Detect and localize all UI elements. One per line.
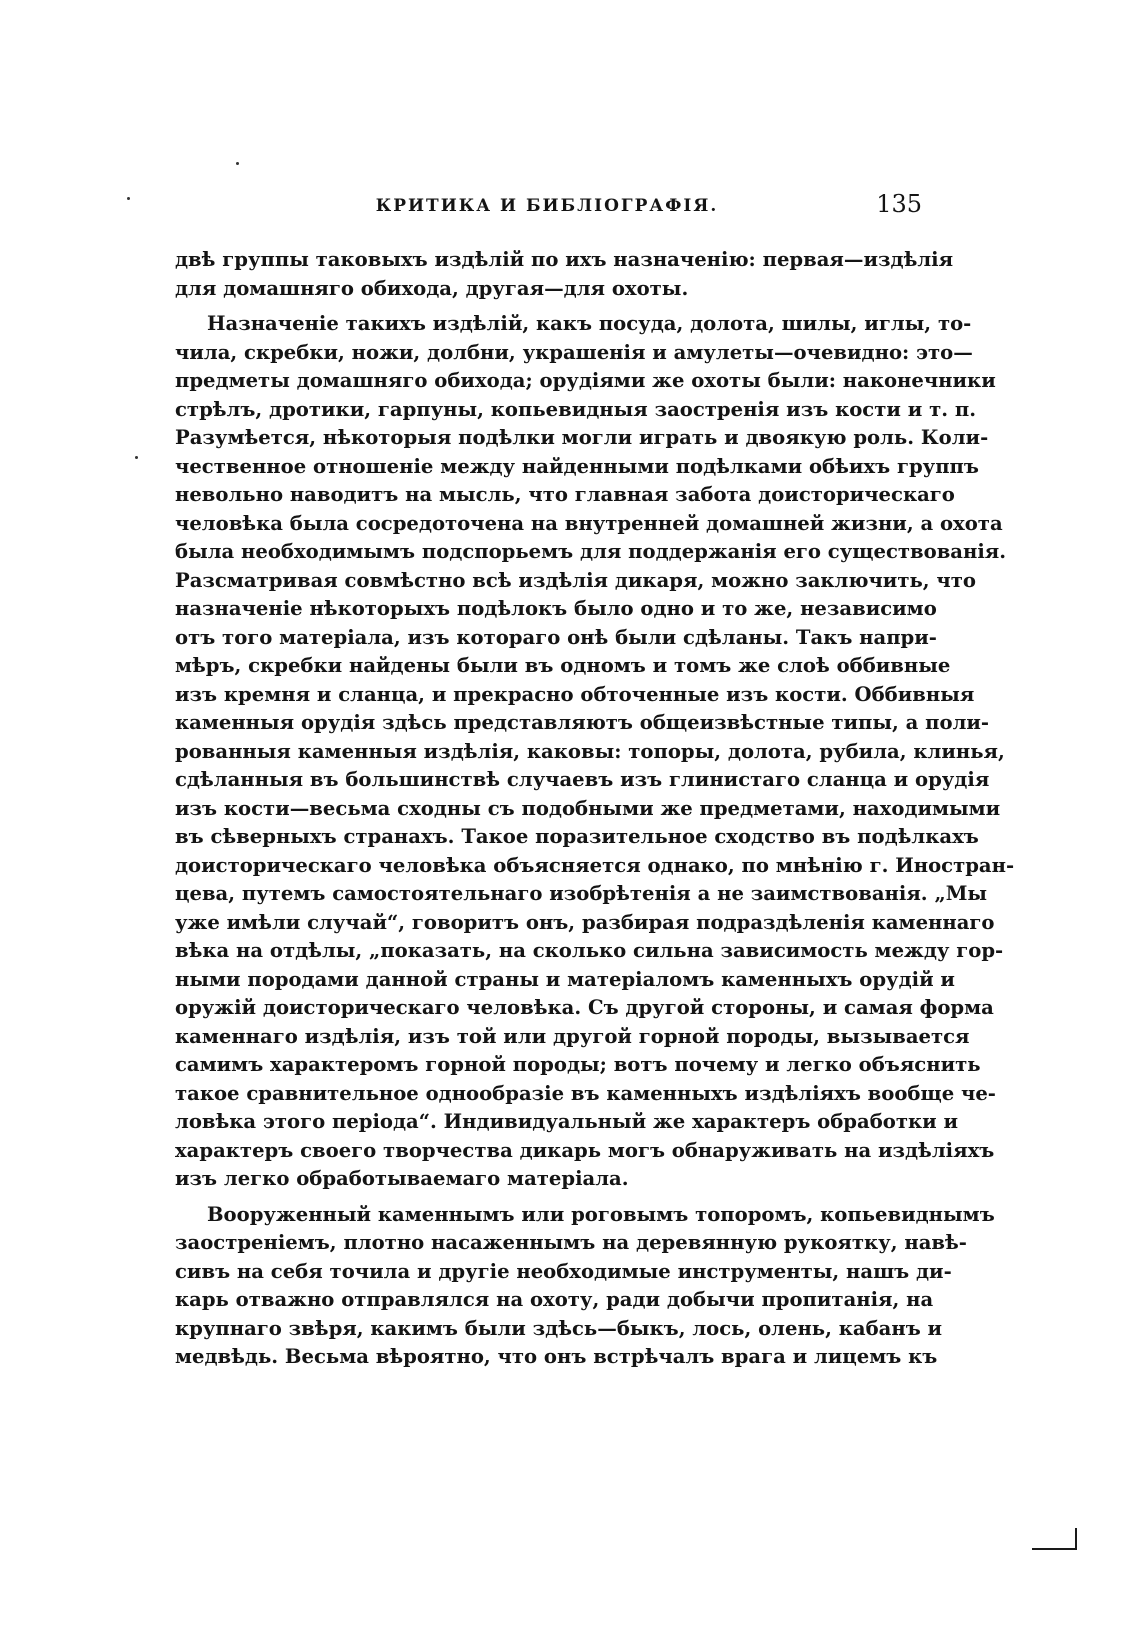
text-line: стрѣлъ, дротики, гарпуны, копьевидныя заостренія изъ кости и т. п. [175, 397, 977, 421]
text-line: Разсматривая совмѣстно всѣ издѣлія дикаря, можно заключить, что [175, 568, 976, 592]
text-line: предметы домашняго обихода; орудіями же охоты были: наконечники [175, 369, 996, 392]
running-header [172, 190, 922, 224]
text-line: уже имѣли случай“, говоритъ онъ, разбирая подраздѣленія каменнаго [175, 910, 995, 934]
text-line: чила, скребки, ножи, долбни, украшенія и амулеты—очевидно: это— [175, 340, 973, 364]
paragraph [175, 310, 1015, 1194]
text-line: отъ того матеріала, изъ котораго онѣ были сдѣланы. Такъ напри- [175, 625, 937, 649]
text-line: Разумѣется, нѣкоторыя подѣлки могли играть и двоякую роль. Коли- [175, 426, 989, 449]
text-line: двѣ группы таковыхъ издѣлій по ихъ назначенію: первая—издѣлія [175, 248, 954, 271]
text-line: была необходимымъ подспорьемъ для поддержанія его существованія. [175, 540, 1007, 563]
text-line: ными породами данной страны и матеріаломъ каменныхъ орудій и [175, 967, 955, 991]
text-line: заостреніемъ, плотно насаженнымъ на деревянную рукоятку, навѣ- [175, 1231, 967, 1254]
text-line: Вооруженный каменнымъ или роговымъ топоромъ, копьевиднымъ [207, 1202, 995, 1226]
text-line: доисторическаго человѣка объясняется однако, по мнѣнію г. Иностран- [175, 853, 1015, 877]
text-line: сивъ на себя точила и другіе необходимые инструменты, нашъ ди- [175, 1259, 952, 1283]
text-line: вѣка на отдѣлы, „показать, на сколько сильна зависимость между гор- [175, 939, 1004, 962]
paragraph-gap [175, 1194, 920, 1201]
text-line: Назначеніе такихъ издѣлій, какъ посуда, долота, шилы, иглы, то- [207, 312, 972, 335]
body-text [175, 246, 1015, 1372]
text-line: карь отважно отправлялся на охоту, ради добычи пропитанія, на [175, 1288, 934, 1311]
text-line: для домашняго обихода, другая—для охоты. [175, 276, 689, 300]
text-line: самимъ характеромъ горной породы; вотъ почему и легко объяснить [175, 1053, 981, 1076]
scan-speck [236, 162, 239, 165]
text-line: чественное отношеніе между найденными подѣлками обѣихъ группъ [175, 454, 979, 478]
text-line: рованныя каменныя издѣлія, каковы: топоры, долота, рубила, клинья, [175, 739, 1005, 763]
text-line: невольно наводитъ на мысль, что главная забота доисторическаго [175, 483, 955, 506]
text-line: человѣка была сосредоточена на внутренней домашней жизни, а охота [175, 511, 1003, 535]
paragraph [175, 246, 954, 303]
text-line: цева, путемъ самостоятельнаго изобрѣтенія а не заимствованія. „Мы [175, 882, 988, 905]
text-line: характеръ своего творчества дикарь могъ обнаруживать на издѣліяхъ [175, 1138, 995, 1162]
text-line: оружій доисторическаго человѣка. Съ другой стороны, и самая форма [175, 996, 994, 1019]
text-line: въ сѣверныхъ странахъ. Такое поразительное сходство въ подѣлкахъ [175, 825, 979, 848]
text-line: изъ кремня и сланца, и прекрасно обточенные изъ кости. Оббивныя [175, 682, 975, 706]
text-line: изъ кости—весьма сходны съ подобными же предметами, находимыми [175, 796, 1001, 820]
scan-speck [127, 197, 130, 200]
text-line: медвѣдь. Весьма вѣроятно, что онъ встрѣчалъ врага и лицемъ къ [175, 1345, 938, 1368]
text-line: такое сравнительное однообразіе въ каменныхъ издѣліяхъ вообще че- [175, 1081, 996, 1105]
header-title: КРИТИКА И БИБЛІОГРАФІЯ. [375, 196, 719, 216]
text-line: ловѣка этого періода“. Индивидуальный же характеръ обработки и [175, 1110, 959, 1133]
text-line: назначеніе нѣкоторыхъ подѣлокъ было одно и то же, независимо [175, 597, 937, 620]
page-corner-mark [1075, 1528, 1077, 1550]
text-line: изъ легко обработываемаго матеріала. [175, 1167, 629, 1190]
text-line: каменныя орудія здѣсь представляютъ общеизвѣстные типы, а поли- [175, 711, 990, 734]
text-line: сдѣланныя въ большинствѣ случаевъ изъ глинистаго сланца и орудія [175, 768, 990, 791]
text-line: мѣръ, скребки найдены были въ одномъ и томъ же слоѣ оббивные [175, 654, 951, 677]
text-line: крупнаго звѣря, какимъ были здѣсь—быкъ, лось, олень, кабанъ и [175, 1316, 943, 1340]
text-line: каменнаго издѣлія, изъ той или другой горной породы, вызывается [175, 1024, 970, 1048]
page-corner-mark [1032, 1548, 1077, 1550]
paragraph [175, 1201, 995, 1372]
paragraph-gap [175, 303, 920, 310]
page-number: 135 [876, 190, 922, 218]
scan-speck [135, 456, 138, 459]
